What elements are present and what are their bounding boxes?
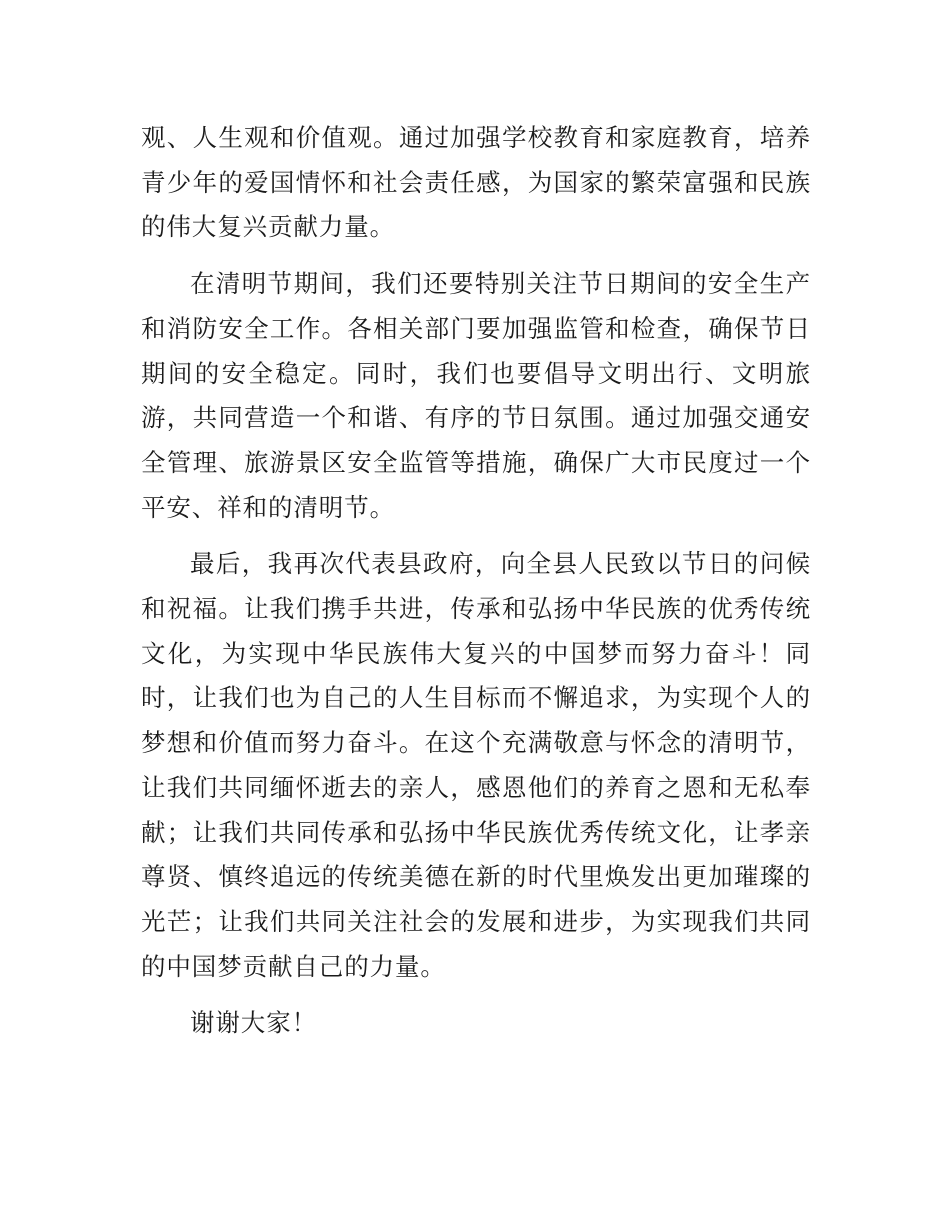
speech-body [141,116,811,1058]
paragraph-safety: 在清明节期间，我们还要特别关注节日期间的安全生产和消防安全工作。各相关部门要加强监管和检查，确保节日期间的安全稳定。同时，我们也要倡导文明出行、文明旅游，共同营造一个和谐、有序的节日氛围。通过加强交通安全管理、旅游景区安全监管等措施，确保广大市民度过一个平安、祥和的清明节。 [141,269,811,522]
paragraph-thanks: 谢谢大家！ [190,1008,317,1038]
paragraph-closing: 最后，我再次代表县政府，向全县人民致以节日的问候和祝福。让我们携手共进，传承和弘扬中华民族的优秀传统文化，为实现中华民族伟大复兴的中国梦而努力奋斗！同时，让我们也为自己的人生目标而不懈追求，为实现个人的梦想和价值而努力奋斗。在这个充满敬意与怀念的清明节，让我们共同缅怀逝去的亲人，感恩他们的养育之恩和无私奉献；让我们共同传承和弘扬中华民族优秀传统文化，让孝亲尊贤、慎终追远的传统美德在新的时代里焕发出更加璀璨的光芒；让我们共同关注社会的发展和进步，为实现我们共同的中国梦贡献自己的力量。 [141,549,811,981]
paragraph-continuation: 观、人生观和价值观。通过加强学校教育和家庭教育，培养青少年的爱国情怀和社会责任感，为国家的繁荣富强和民族的伟大复兴贡献力量。 [141,123,811,242]
